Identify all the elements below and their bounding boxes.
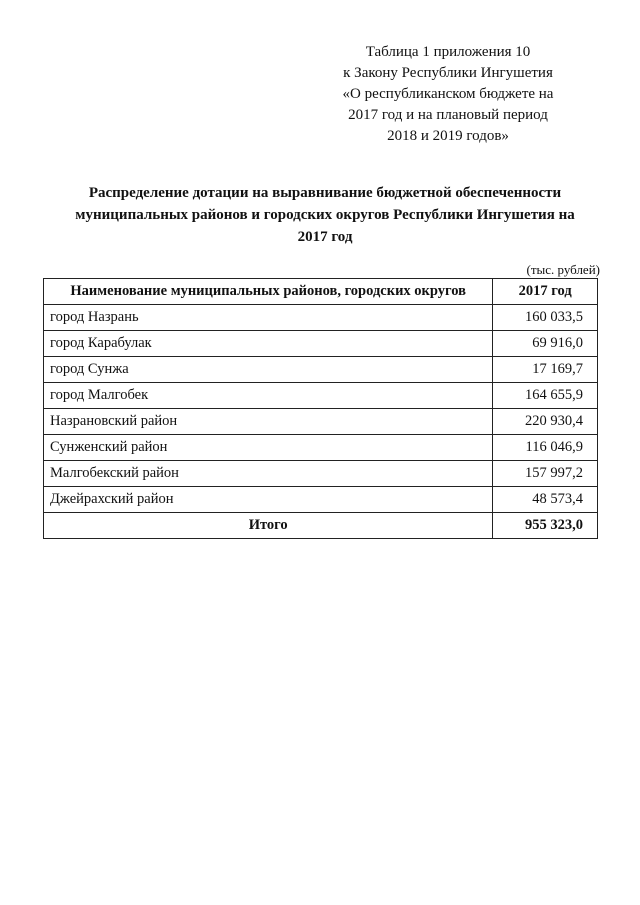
column-header-name: Наименование муниципальных районов, городских округов <box>44 279 493 305</box>
row-name: Малгобекский район <box>44 461 493 487</box>
row-value: 160 033,5 <box>493 305 598 331</box>
row-name: город Назрань <box>44 305 493 331</box>
annex-reference <box>318 42 578 147</box>
row-value: 48 573,4 <box>493 487 598 513</box>
row-name: город Сунжа <box>44 357 493 383</box>
row-value: 157 997,2 <box>493 461 598 487</box>
title-line: 2017 год <box>297 229 353 245</box>
row-value: 164 655,9 <box>493 383 598 409</box>
annex-line: «О республиканском бюджете на <box>342 86 554 102</box>
row-value: 17 169,7 <box>493 357 598 383</box>
table-row <box>44 435 598 461</box>
annex-line: к Закону Республики Ингушетия <box>343 65 553 81</box>
document-title <box>50 182 600 248</box>
total-label: Итого <box>44 513 493 539</box>
annex-line: 2018 и 2019 годов» <box>387 128 509 144</box>
row-name: город Карабулак <box>44 331 493 357</box>
annex-line: 2017 год и на плановый период <box>348 107 548 123</box>
column-header-year: 2017 год <box>493 279 598 305</box>
row-name: Сунженский район <box>44 435 493 461</box>
table-row <box>44 305 598 331</box>
row-value: 116 046,9 <box>493 435 598 461</box>
table-row <box>44 409 598 435</box>
row-name: Джейрахский район <box>44 487 493 513</box>
table-row <box>44 357 598 383</box>
row-value: 220 930,4 <box>493 409 598 435</box>
row-value: 69 916,0 <box>493 331 598 357</box>
title-line: Распределение дотации на выравнивание бюджетной обеспеченности <box>88 185 562 201</box>
row-name: Назрановский район <box>44 409 493 435</box>
table-row <box>44 331 598 357</box>
annex-line: Таблица 1 приложения 10 <box>365 44 531 60</box>
total-value: 955 323,0 <box>493 513 598 539</box>
table-row <box>44 487 598 513</box>
row-name: город Малгобек <box>44 383 493 409</box>
subsidy-table <box>43 278 598 539</box>
units-note: (тыс. рублей) <box>526 262 600 277</box>
table-row <box>44 383 598 409</box>
table-row <box>44 461 598 487</box>
total-row <box>44 513 598 539</box>
table-header-row <box>44 279 598 305</box>
title-line: муниципальных районов и городских округов Республики Ингушетия на <box>75 207 575 223</box>
